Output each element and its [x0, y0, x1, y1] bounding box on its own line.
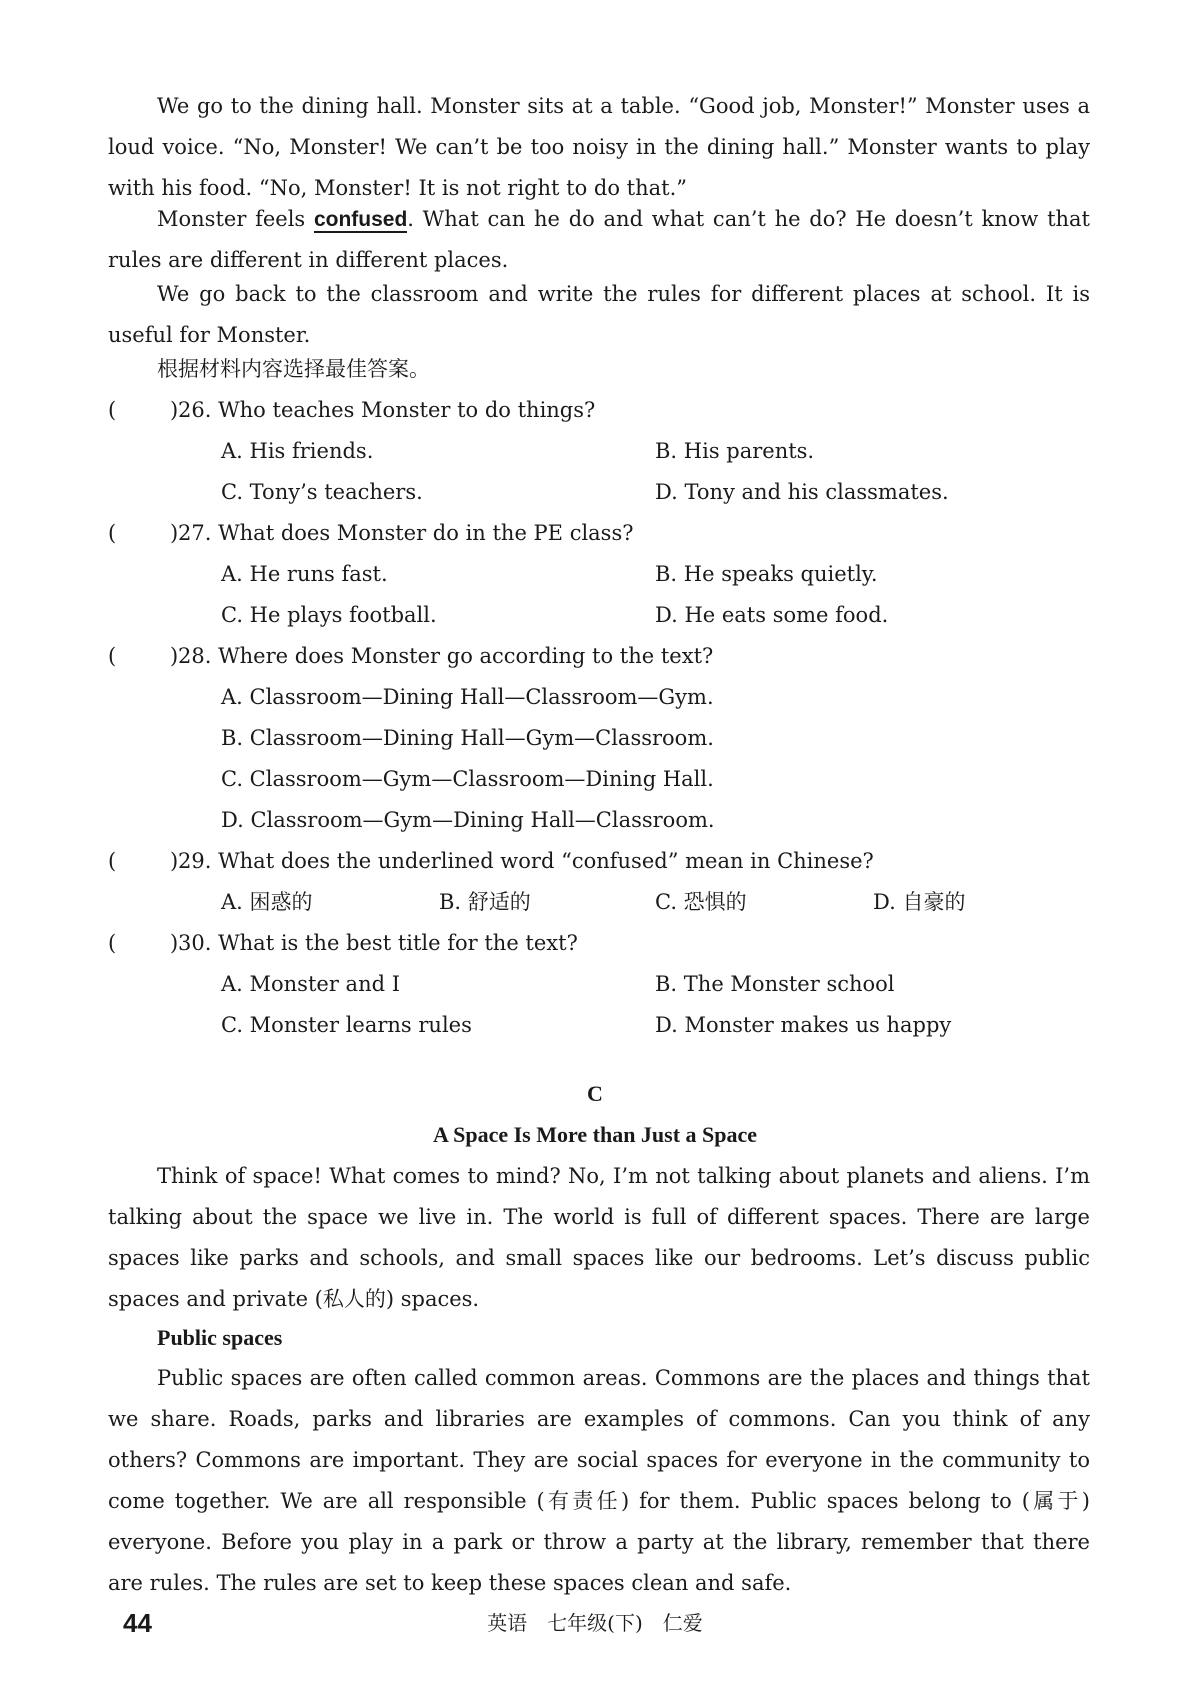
answer-bracket-close: ): [170, 644, 179, 668]
option-28-c: C. Classroom—Gym—Classroom—Dining Hall.: [221, 767, 714, 791]
option-26-a: A. His friends.: [221, 439, 374, 463]
option-28-d: D. Classroom—Gym—Dining Hall—Classroom.: [221, 808, 715, 832]
question-text: 27. What does Monster do in the PE class?: [178, 521, 634, 545]
page-number: 44: [123, 1608, 152, 1638]
section-letter: C: [587, 1081, 603, 1106]
question-text: 29. What does the underlined word “confused” mean in Chinese?: [178, 849, 874, 873]
question-26: [108, 390, 1090, 431]
answer-bracket-open: (: [108, 644, 117, 668]
underlined-word-confused: confused: [313, 208, 408, 231]
option-27-a: A. He runs fast.: [221, 562, 388, 586]
option-30-c: C. Monster learns rules: [221, 1013, 472, 1037]
question-text: 26. Who teaches Monster to do things?: [178, 398, 596, 422]
option-29-b: B. 舒适的: [439, 890, 531, 914]
answer-bracket-open: (: [108, 931, 117, 955]
option-30-d: D. Monster makes us happy: [655, 1013, 952, 1037]
option-27-b: B. He speaks quietly.: [655, 562, 878, 586]
option-26-b: B. His parents.: [655, 439, 815, 463]
question-28: [108, 636, 1090, 677]
section-c-paragraph-1: Think of space! What comes to mind? No, I’m not talking about planets and aliens. I’m talking about the space we live in. The world is full of different spaces. There are large spaces like parks and schools, and small spaces like our bedrooms. Let’s discuss public spaces and private (私人的) spaces.: [108, 1164, 1090, 1311]
passage-b-paragraph-1: We go to the dining hall. Monster sits at a table. “Good job, Monster!” Monster uses a loud voice. “No, Monster! We can’t be too noisy in the dining hall.” Monster wants to play with his food. “No, Monster! It is not right to do that.”: [108, 94, 1090, 200]
answer-bracket-close: ): [170, 398, 179, 422]
question-27: [108, 513, 1090, 554]
paragraph-2-lead: Monster feels: [157, 207, 314, 231]
answer-bracket-close: ): [170, 931, 179, 955]
answer-bracket-close: ): [170, 521, 179, 545]
passage-b-paragraph-3: We go back to the classroom and write the rules for different places at school. It is useful for Monster.: [108, 282, 1090, 347]
section-title: A Space Is More than Just a Space: [432, 1122, 758, 1147]
option-29-d: D. 自豪的: [873, 890, 966, 914]
option-30-b: B. The Monster school: [655, 972, 895, 996]
option-29-a: A. 困惑的: [221, 890, 313, 914]
subheading-public-spaces: Public spaces: [157, 1325, 283, 1350]
option-28-b: B. Classroom—Dining Hall—Gym—Classroom.: [221, 726, 714, 750]
question-text: 28. Where does Monster go according to the text?: [178, 644, 714, 668]
question-29: [108, 841, 1090, 882]
footer-book-info: 英语 七年级(下) 仁爱: [487, 1611, 703, 1635]
option-29-c: C. 恐惧的: [655, 890, 747, 914]
answer-bracket-close: ): [170, 849, 179, 873]
question-30: [108, 923, 1090, 964]
option-30-a: A. Monster and I: [221, 972, 401, 996]
paragraph-2-rest: . What can he do and what can’t he do? He doesn’t know that rules are different in different places.: [108, 207, 1090, 272]
option-27-c: C. He plays football.: [221, 603, 437, 627]
question-text: 30. What is the best title for the text?: [178, 931, 578, 955]
section-c-paragraph-2: Public spaces are often called common areas. Commons are the places and things that we share. Roads, parks and libraries are examples of commons. Can you think of any others? Commons are important. They are social spaces for everyone in the community to come together. We are all responsible (有责任) for them. Public spaces belong to (属于) everyone. Before you play in a park or throw a party at the library, remember that there are rules. The rules are set to keep these spaces clean and safe.: [108, 1366, 1090, 1595]
passage-b-paragraph-2: [108, 199, 1090, 281]
option-26-c: C. Tony’s teachers.: [221, 480, 423, 504]
option-28-a: A. Classroom—Dining Hall—Classroom—Gym.: [221, 685, 714, 709]
option-26-d: D. Tony and his classmates.: [655, 480, 949, 504]
option-27-d: D. He eats some food.: [655, 603, 889, 627]
instruction: 根据材料内容选择最佳答案。: [157, 357, 430, 381]
answer-bracket-open: (: [108, 521, 117, 545]
answer-bracket-open: (: [108, 398, 117, 422]
answer-bracket-open: (: [108, 849, 117, 873]
